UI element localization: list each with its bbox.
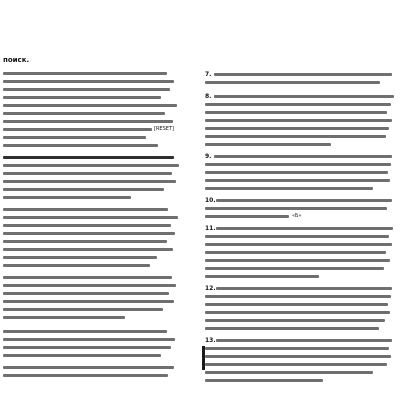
right-text-line bbox=[205, 243, 392, 246]
right-text-line bbox=[205, 259, 390, 262]
left-text-line bbox=[3, 188, 164, 191]
right-text-line bbox=[205, 171, 388, 174]
left-text-line bbox=[3, 208, 168, 211]
item-number: 13. bbox=[205, 337, 216, 344]
right-text-line bbox=[205, 303, 388, 306]
left-text-line bbox=[3, 128, 152, 131]
left-text-line bbox=[3, 180, 176, 183]
item-number: 11. bbox=[205, 225, 216, 232]
right-text-line bbox=[205, 251, 386, 254]
left-text-line bbox=[3, 248, 173, 251]
left-text-line bbox=[3, 172, 172, 175]
left-text-line bbox=[3, 308, 163, 311]
right-text-line bbox=[205, 327, 379, 330]
left-text-line bbox=[3, 112, 165, 115]
left-text-line bbox=[3, 276, 172, 279]
right-text-line bbox=[205, 275, 319, 278]
right-text-line bbox=[205, 143, 331, 146]
right-text-line bbox=[205, 207, 387, 210]
left-text-line bbox=[3, 232, 175, 235]
left-text-line bbox=[3, 136, 146, 139]
right-text-line bbox=[216, 339, 392, 342]
left-text-line bbox=[3, 256, 157, 259]
left-column bbox=[3, 0, 195, 390]
left-text-line bbox=[3, 96, 161, 99]
right-text-line bbox=[205, 235, 389, 238]
item-number: 9. bbox=[205, 153, 212, 160]
right-text-line bbox=[205, 267, 384, 270]
item-number: 12. bbox=[205, 285, 216, 292]
right-text-line bbox=[205, 111, 387, 114]
left-text-line bbox=[3, 224, 171, 227]
right-text-line bbox=[205, 371, 373, 374]
left-text-line bbox=[3, 330, 167, 333]
left-text-line bbox=[3, 144, 158, 147]
right-text-line bbox=[214, 155, 392, 158]
left-text-line bbox=[3, 240, 167, 243]
left-text-line bbox=[3, 346, 171, 349]
right-text-line bbox=[205, 135, 386, 138]
right-text-line bbox=[216, 287, 392, 290]
reset-marker: [RESET] bbox=[154, 126, 174, 132]
right-text-line bbox=[205, 119, 392, 122]
left-text-line bbox=[3, 300, 174, 303]
right-text-line bbox=[205, 187, 373, 190]
right-text-line bbox=[205, 311, 390, 314]
left-text-line bbox=[3, 104, 177, 107]
right-text-line bbox=[205, 319, 385, 322]
left-text-line bbox=[3, 164, 179, 167]
left-text-line bbox=[3, 88, 170, 91]
left-text-line bbox=[3, 284, 176, 287]
left-text-line bbox=[3, 292, 169, 295]
right-column bbox=[205, 0, 398, 390]
right-text-line bbox=[205, 103, 391, 106]
left-text-line bbox=[3, 316, 125, 319]
right-text-line bbox=[205, 295, 391, 298]
left-text-line bbox=[3, 216, 178, 219]
item-number: 7. bbox=[205, 71, 212, 78]
left-text-line bbox=[3, 354, 161, 357]
right-text-line bbox=[205, 347, 389, 350]
left-text-line bbox=[3, 374, 168, 377]
left-text-line bbox=[3, 80, 174, 83]
item-number: 10. bbox=[205, 197, 216, 204]
left-text-line bbox=[3, 196, 131, 199]
left-text-line bbox=[3, 120, 173, 123]
left-text-line bbox=[3, 338, 175, 341]
right-text-line bbox=[205, 163, 391, 166]
right-text-line bbox=[216, 227, 393, 230]
right-text-line bbox=[205, 81, 380, 84]
right-text-line bbox=[216, 199, 392, 202]
right-text-line bbox=[214, 95, 394, 98]
left-text-line bbox=[3, 264, 150, 267]
right-text-line bbox=[205, 179, 390, 182]
left-text-line bbox=[3, 156, 174, 159]
section-heading: поиск. bbox=[3, 56, 30, 64]
right-text-line bbox=[214, 73, 392, 76]
right-text-line bbox=[205, 215, 289, 218]
item-number: 8. bbox=[205, 93, 212, 100]
right-text-line bbox=[205, 355, 391, 358]
right-text-line bbox=[205, 363, 387, 366]
left-text-line bbox=[3, 366, 174, 369]
left-text-line bbox=[3, 72, 167, 75]
right-text-line bbox=[205, 127, 389, 130]
b-label-marker: «Б» bbox=[292, 213, 302, 219]
right-text-line bbox=[205, 379, 323, 382]
